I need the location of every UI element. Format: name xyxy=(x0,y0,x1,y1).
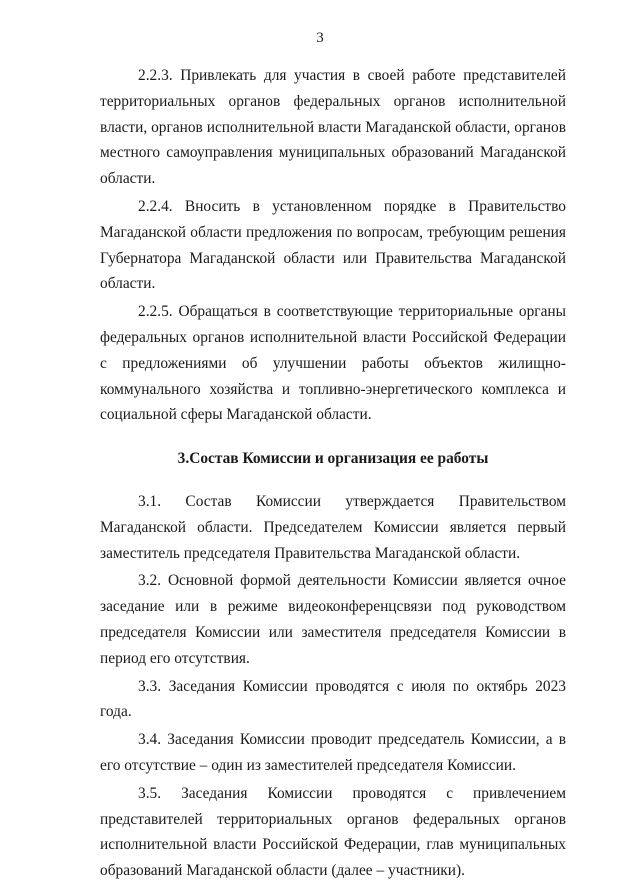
page-number: 3 xyxy=(316,30,324,46)
paragraph-3-5: 3.5. Заседания Комиссии проводятся с привлечением представителей территориальных органов федеральных органов исполнительной власти Российской Федерации, глав муниципальных образований Магаданской области (далее – участники). xyxy=(100,784,566,880)
paragraph-3-4: 3.4. Заседания Комиссии проводит председатель Комиссии, а в его отсутствие – один из заместителей председателя Комиссии. xyxy=(100,731,566,774)
paragraph-2-2-3: 2.2.3. Привлекать для участия в своей работе представителей территориальных органов федеральных органов исполнительной власти, органов исполнительной власти Магаданской области, органов местного самоуправления муниципальных образований Магаданской области. xyxy=(100,67,566,188)
paragraph-3-1: 3.1. Состав Комиссии утверждается Правительством Магаданской области. Председателем Комиссии является первый заместитель председателя Правительства Магаданской области. xyxy=(100,492,566,562)
paragraph-2-2-5: 2.2.5. Обращаться в соответствующие территориальные органы федеральных органов исполнительной власти Российской Федерации с предложениями об улучшении работы объектов жилищно-коммунального хозяйства и топливно-энергетического комплекса и социальной сферы Магаданской области. xyxy=(100,303,566,424)
paragraph-3-2: 3.2. Основной формой деятельности Комиссии является очное заседание или в режиме видеоконференцсвязи под руководством председателя Комиссии или заместителя председателя Комиссии в период его отсутствия. xyxy=(100,572,566,667)
paragraph-3-3: 3.3. Заседания Комиссии проводятся с июля по октябрь 2023 года. xyxy=(100,677,566,721)
section-title: 3.Состав Комиссии и организация ее работы xyxy=(177,450,489,468)
paragraph-2-2-4: 2.2.4. Вносить в установленном порядке в Правительство Магаданской области предложения по вопросам, требующим решения Губернатора Магаданской области или Правительства Магаданской области. xyxy=(100,197,566,293)
document-body xyxy=(100,63,566,884)
